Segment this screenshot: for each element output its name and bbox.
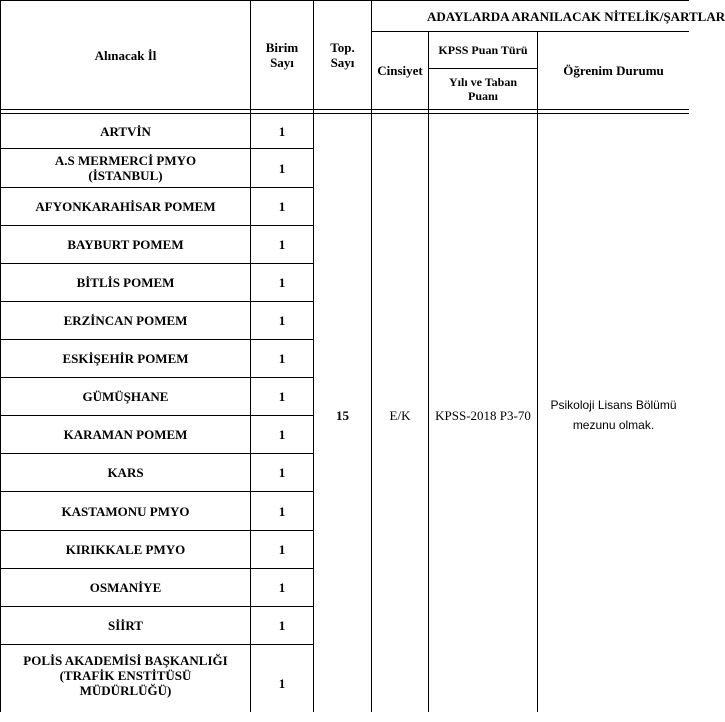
table-row-province: OSMANİYE — [89, 580, 162, 595]
education-line2: mezunu olmak. — [572, 418, 655, 432]
year-score-header-line2: Puanı — [467, 89, 498, 103]
table-row-unit-count: 1 — [278, 542, 286, 557]
table-row-unit-count: 1 — [278, 427, 286, 442]
table-row-province: ERZİNCAN POMEM — [63, 313, 188, 328]
table-row-unit-count: 1 — [278, 160, 286, 176]
unit-count-header-line2: Sayı — [270, 55, 294, 70]
education-column-header: Öğrenim Durumu — [563, 63, 664, 78]
unit-count-column-header — [251, 1, 313, 109]
qualifications-group-header: ADAYLARDA ARANILACAK NİTELİK/ŞARTLAR — [427, 8, 725, 24]
table-row-unit-count: 1 — [278, 237, 286, 252]
total-count-header-line1: Top. — [330, 40, 355, 55]
education-line1: Psikoloji Lisans Bölümü — [550, 398, 677, 412]
table-row-unit-count: 1 — [278, 465, 286, 480]
education-requirement-value — [538, 393, 689, 437]
table-row-province: AFYONKARAHİSAR POMEM — [35, 199, 216, 214]
table-row-unit-count: 1 — [278, 580, 286, 595]
table-row-unit-count: 1 — [278, 389, 286, 404]
table-row-province — [1, 645, 250, 705]
province-column-header: Alınacak İl — [94, 47, 157, 63]
table-row-unit-count: 1 — [278, 275, 286, 290]
table-row-unit-count: 1 — [278, 618, 286, 633]
year-score-column-header — [429, 69, 537, 109]
table-row-province: ARTVİN — [100, 123, 151, 139]
col-divider-kpss — [428, 31, 429, 712]
kpss-type-column-header: KPSS Puan Türü — [438, 43, 528, 57]
table-row-province: KARS — [107, 465, 144, 480]
table-row-unit-count: 1 — [278, 503, 286, 519]
table-row-province: BİTLİS POMEM — [76, 275, 175, 290]
table-row-province: ESKİŞEHİR POMEM — [62, 351, 189, 366]
province-line2: (İSTANBUL) — [88, 168, 163, 183]
province-line1: POLİS AKADEMİSİ BAŞKANLIĞI — [23, 652, 228, 668]
kpss-requirement-value: KPSS-2018 P3-70 — [435, 407, 531, 423]
header-bottom-border — [0, 109, 689, 110]
total-count-value: 15 — [336, 407, 349, 423]
unit-count-header-line1: Birim — [265, 40, 299, 55]
table-row-unit-count: 1 — [278, 199, 286, 214]
table-row-unit-count: 1 — [278, 313, 286, 328]
province-line3: MÜDÜRLÜĞÜ) — [79, 682, 172, 698]
table-row-province: KASTAMONU PMYO — [61, 503, 190, 519]
gender-value: E/K — [389, 407, 411, 423]
table-row-province — [1, 149, 250, 187]
table-row-unit-count: 1 — [278, 123, 286, 139]
table-row-province: GÜMÜŞHANE — [82, 389, 169, 404]
table-row-province: SİİRT — [108, 618, 143, 633]
province-line1: A.S MERMERCİ PMYO — [54, 153, 197, 168]
table-row-province: BAYBURT POMEM — [67, 237, 184, 252]
col-divider-education — [537, 31, 538, 712]
gender-column-header: Cinsiyet — [377, 63, 423, 78]
table-row-province: KARAMAN POMEM — [63, 427, 188, 442]
table-row-unit-count: 1 — [278, 351, 286, 366]
table-row-province: KIRIKKALE PMYO — [65, 542, 186, 557]
total-count-header-line2: Sayı — [330, 55, 355, 70]
year-score-header-line1: Yılı ve Taban — [448, 75, 518, 89]
total-count-column-header — [314, 1, 371, 109]
province-line2: (TRAFİK ENSTİTÜSÜ — [59, 667, 192, 683]
table-row-unit-count: 1 — [278, 676, 286, 691]
